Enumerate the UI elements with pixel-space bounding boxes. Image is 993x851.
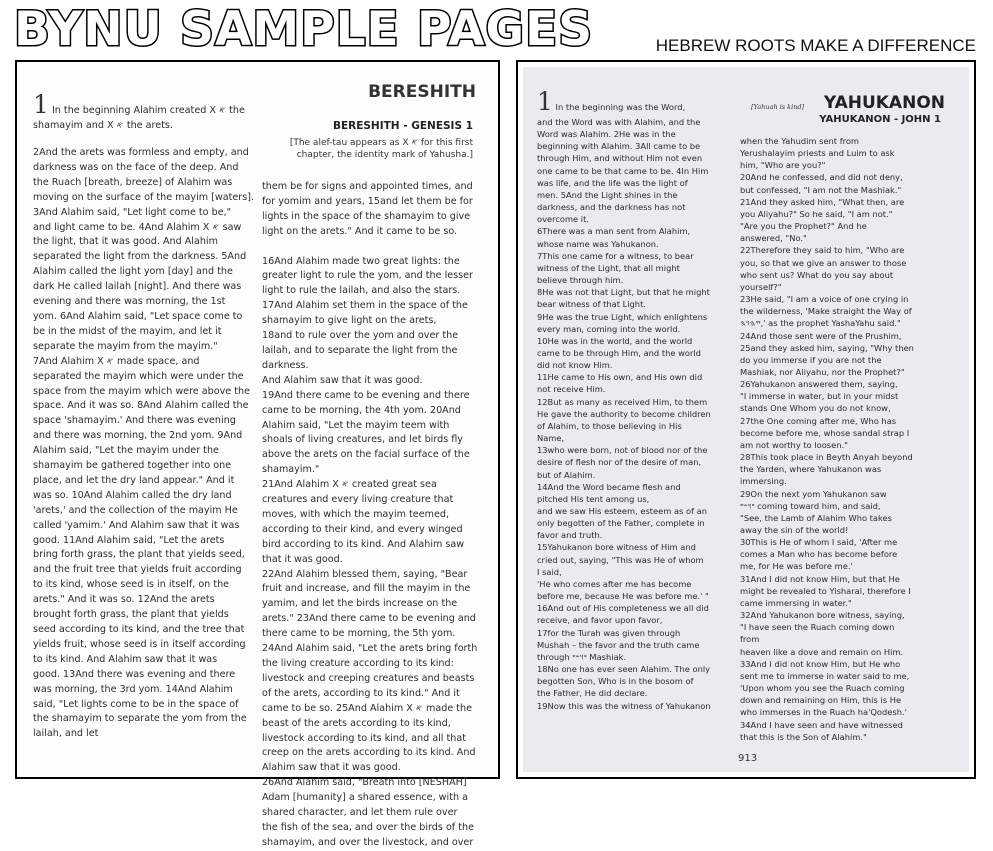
text-line: only begotten of the Father, complete in	[537, 518, 705, 529]
genesis-sample-page	[15, 60, 500, 848]
text-line: through 𐤏𐤅𐤔𐤏 Mashiak.	[537, 651, 627, 662]
book-title: YAHUKANON	[823, 93, 945, 113]
text-line: called 'yamim.' And Alahim saw that it was	[33, 519, 240, 531]
text-line: darkness, and the darkness has not	[537, 202, 686, 213]
text-line: of the arets, according to its kind." And it	[262, 687, 460, 699]
text-line: 22Therefore they said to him, "Who are	[740, 245, 905, 256]
text-line: Yerushalayim priests and Luim to ask	[740, 148, 895, 159]
text-line: space. And it was so. 8And Alahim called the	[33, 400, 249, 412]
text-line: for yomim and years, 15and let them be for	[262, 195, 473, 207]
text-line: and the Word was with Alahim, and the	[537, 117, 701, 127]
text-line: 𐤉𐤄𐤅𐤄,' as the prophet YashaYahu said."	[740, 318, 901, 329]
text-line: 26Yahukanon answered them, saying,	[740, 379, 898, 390]
text-line: yamim, and let the birds increase on the	[262, 598, 458, 610]
text-line: separated the light from the darkness. 5And	[33, 251, 247, 263]
text-line: when the Yahudim sent from	[740, 136, 859, 146]
text-line: 25and they asked him, saying, "Why then	[740, 342, 914, 353]
text-line: 30This is He of whom I said, 'After me	[740, 537, 898, 548]
text-line: begotten Son, Who is in the bosom of	[537, 676, 694, 687]
text-line: 33And I did not know Him, but He who	[740, 658, 901, 669]
text-line: 22And Alahim blessed them, saying, "Bear	[262, 568, 468, 580]
text-line: above the arets on the facial surface of the	[262, 449, 470, 461]
chapter-number: 1	[537, 87, 553, 116]
text-line: believe through him.	[537, 275, 624, 286]
text-line: 13who were born, not of blood nor of the	[537, 445, 708, 456]
text-line: space from the mayim which were above the	[33, 385, 250, 397]
text-line: beginning with Alahim. 3All came to be	[537, 141, 701, 152]
text-line: 3And Alahim said, "Let light come to be,"	[33, 206, 232, 218]
text-line: and the fruit tree that yields fruit according	[33, 564, 242, 576]
text-line: do you immerse if you are not the	[740, 354, 882, 365]
text-line: light on the arets." And it came to be so.	[262, 225, 458, 237]
text-line: you, so that we give an answer to those	[740, 257, 907, 268]
text-line: 7This one came for a witness, to bear	[537, 250, 694, 261]
text-line: bring forth grass, the plant that yields seed,	[33, 549, 245, 561]
name-meaning-note: [Yahuah is kind]	[751, 103, 805, 111]
text-line: 19Now this was the witness of Yahukanon	[537, 700, 711, 711]
text-line: 29On the next yom Yahukanon saw	[740, 488, 887, 499]
text-line: 17And Alahim set them in the space of the	[262, 300, 468, 312]
text-line: darkness was on the face of the deep. And	[33, 161, 239, 173]
text-line: He gave the authority to become children	[537, 408, 711, 419]
text-line: that it was good.	[262, 553, 343, 565]
book-subtitle: YAHUKANON - JOHN 1	[819, 114, 941, 125]
text-line: him, "Who are you?"	[740, 160, 826, 171]
text-line: 28This took place in Beyth Anyah beyond	[740, 452, 913, 463]
text-line: every man, coming into the world.	[537, 323, 681, 334]
text-line: to its kind. And Alahim saw that it was	[33, 653, 218, 665]
john-sample-page	[516, 60, 976, 779]
text-line: Alahim said, "Let the mayim teem with	[262, 419, 450, 431]
text-line: good. 13And there was evening and there	[33, 668, 236, 680]
text-line: came to be morning, the 4th yom. 20And	[262, 404, 461, 416]
text-line: arets." 23And there came to be evening and	[262, 613, 476, 625]
text-line: "I have seen the Ruach coming down	[740, 622, 895, 633]
text-line: 32And Yahukanon bore witness, saying,	[740, 610, 905, 621]
text-line: 24And those sent were of the Prushim,	[740, 330, 902, 341]
text-line: came to be through Him, and the world	[537, 347, 701, 358]
text-line: 15Yahukanon bore witness of Him and	[537, 542, 696, 553]
text-line: but of Alahim.	[537, 469, 596, 480]
text-line: and we saw His esteem, esteem as of an	[537, 506, 707, 516]
book-subtitle: BERESHITH - GENESIS 1	[332, 120, 473, 132]
text-line: pitched His tent among us,	[537, 493, 650, 504]
book-title: BERESHITH	[368, 82, 476, 102]
text-line: 10He was in the world, and the world	[537, 335, 693, 346]
text-line: beast of the arets according to its kind,	[262, 717, 451, 729]
text-line: "Are you the Prophet?" And he	[740, 221, 867, 232]
text-line: separate the mayim from the mayim."	[33, 340, 218, 352]
text-line: sent me to immerse in water said to me,	[740, 670, 910, 681]
text-line: Mashiak, nor Aliyahu, nor the Prophet?"	[740, 366, 905, 377]
text-line: fruit and increase, and fill the mayim in the	[262, 583, 471, 595]
text-line: 24And Alahim said, "Let the arets bring forth	[262, 643, 478, 655]
text-line: Alahim called the light yom [day] and the	[33, 266, 233, 278]
text-line: whose name was Yahukanon.	[537, 238, 659, 249]
text-line: through Him, and without Him not even	[537, 153, 703, 164]
text-line: 20And he confessed, and did not deny,	[740, 172, 903, 183]
text-line: become before me, whose sandal strap I	[740, 427, 910, 438]
text-line: 21And Alahim X 𐤀 created great sea	[262, 479, 437, 491]
text-line: cried out, saying, "This was He of whom	[537, 554, 704, 565]
chapter-opening	[537, 89, 752, 115]
text-line: "I immerse in water, but in your midst	[740, 391, 899, 402]
text-line: greater light to rule the yom, and the lesser	[262, 270, 473, 282]
alef-tau-note: [The alef-tau appears as X 𐤀 for this first chapter, the identity mark of Yahusha.]	[289, 138, 473, 160]
text-line: evening and there was morning, the 1st	[33, 296, 226, 308]
text-line: 'Upon whom you see the Ruach coming	[740, 683, 905, 694]
text-line	[262, 240, 486, 255]
text-line: was life, and the life was the light of	[537, 177, 688, 188]
text-line: favor and truth.	[537, 530, 603, 541]
text-line: one came to be that came to be. 4In Him	[537, 165, 709, 176]
text-line: shamayim."	[262, 464, 320, 476]
text-line: 14And the Word became flesh and	[537, 481, 681, 492]
text-line: light to rule the lailah, and also the stars.	[262, 285, 461, 297]
text-line: was morning, the 3rd yom. 14And Alahim	[33, 683, 233, 695]
text-line: 9He was the true Light, which enlightens	[537, 311, 708, 322]
text-line: receive, and favor upon favor,	[537, 615, 663, 626]
text-line: livestock according to its kind, and all that	[262, 732, 466, 744]
text-line: good. 11And Alahim said, "Let the arets	[33, 534, 225, 546]
chapter-first-verse: In the beginning was the Word,	[555, 102, 686, 112]
text-line: shamayim, and over the livestock, and over	[262, 836, 474, 848]
text-line: shared character, and let them rule over	[262, 807, 458, 819]
page-number: 913	[738, 753, 758, 764]
text-line: Mushah – the favor and the truth came	[537, 639, 700, 650]
text-line: down and remaining on Him, this is He	[740, 695, 902, 706]
text-line: the Father, He did declare.	[537, 688, 648, 699]
text-line: 16And out of His completeness we all did	[537, 603, 709, 614]
text-line: and there was morning, the 2nd yom. 9And	[33, 430, 243, 442]
text-line: lailah, and to separate the light from the	[262, 344, 458, 356]
banner-tagline: HEBREW ROOTS MAKE A DIFFERENCE	[655, 36, 976, 55]
text-line: me, for He was before me.'	[740, 561, 853, 572]
text-line: the wilderness, 'Make straight the Way of	[740, 306, 912, 317]
text-line: am not worthy to loosen."	[740, 439, 848, 450]
text-line: desire of flesh nor of the desire of man,	[537, 457, 702, 468]
text-line: arets." And it was so. 12And the arets	[33, 594, 215, 606]
text-line: heaven like a dove and remain on Him.	[740, 646, 904, 657]
text-line: I said,	[537, 566, 562, 577]
text-line: the Yarden, where Yahukanon was	[740, 464, 882, 475]
text-line: 2And the arets was formless and empty, and	[33, 147, 249, 158]
text-line: away the sin of the world!	[740, 525, 849, 535]
text-line: answered, "No."	[740, 233, 807, 244]
text-line: And Alahim saw that it was good.	[262, 374, 423, 386]
text-line: men. 5And the Light shines in the	[537, 189, 678, 200]
text-line: 21And they asked him, "What then, are	[740, 196, 905, 207]
text-line: Adam [humanity] a shared essence, with a	[262, 792, 468, 804]
text-line: them be for signs and appointed times, and	[262, 181, 473, 192]
text-line: from	[740, 634, 760, 645]
text-line: said, "Let lights come to be in the space of	[33, 698, 239, 710]
text-line: who sent us? What do you say about	[740, 269, 894, 280]
text-line: 18and to rule over the yom and over the	[262, 330, 459, 342]
text-line: 19And there came to be evening and there	[262, 389, 470, 401]
text-line: lailah, and let	[33, 728, 99, 740]
text-line: the shamayim to separate the yom from the	[33, 713, 247, 725]
text-line: of Alahim, to those believing in His	[537, 420, 682, 431]
text-line: according to their kind, and every winged	[262, 523, 463, 535]
text-line: the fish of the sea, and over the birds of the	[262, 821, 474, 833]
text-line: seed according to its kind, and the tree that	[33, 624, 245, 635]
text-line: moves, with which the mayim teemed,	[262, 508, 450, 520]
text-line: shamayim be gathered together into one	[33, 460, 232, 472]
text-line: creep on the arets according to its kind. And	[262, 747, 476, 759]
text-line: creatures and every living creature that	[262, 494, 454, 506]
text-line: overcome it.	[537, 214, 589, 225]
text-line: the light, that it was good. And Alahim	[33, 236, 218, 248]
text-line: came to be so. 25And Alahim X 𐤀 made the	[262, 702, 473, 714]
text-line: 7And Alahim X 𐤀 made space, and	[33, 355, 200, 367]
text-line: not receive Him.	[537, 384, 606, 395]
text-line: 𐤏𐤅𐤔𐤏 coming toward him, and said,	[740, 500, 881, 511]
text-line: the living creature according to its kind:	[262, 658, 454, 669]
text-line: 11He came to His own, and His own did	[537, 372, 703, 383]
text-line: 17for the Turah was given through	[537, 627, 681, 638]
text-line: immersing.	[740, 476, 787, 487]
text-line: bird according to its kind. And Alahim saw	[262, 538, 465, 550]
chapter-opening	[33, 92, 255, 140]
text-line: bear witness of that Light.	[537, 299, 646, 310]
text-line: 12But as many as received Him, to them	[537, 396, 708, 407]
text-line: 18No one has ever seen Alahim. The only	[537, 664, 711, 675]
text-line: yom. 6And Alahim said, "Let space come to	[33, 310, 243, 322]
text-line: 8He was not that Light, but that he might	[537, 287, 710, 298]
text-line: was so. 10And Alahim called the dry land	[33, 489, 232, 501]
left-text-column	[537, 116, 750, 741]
text-line: shamayim to give light on the arets,	[262, 315, 437, 327]
text-line: place, and let the dry land appear." And it	[33, 474, 235, 486]
text-line: Name,	[537, 433, 565, 444]
text-line: Word was Alahim. 2He was in the	[537, 129, 676, 140]
text-line: comes a Man who has become before	[740, 549, 898, 560]
text-line: and light came to be. 4And Alahim X 𐤀 saw	[33, 221, 242, 233]
chapter-number: 1	[33, 90, 49, 119]
text-line: yourself?"	[740, 281, 782, 292]
text-line: who immerses in the Ruach ha'Qodesh.'	[740, 707, 907, 718]
right-text-column	[740, 135, 962, 745]
text-line: did not know Him.	[537, 360, 613, 371]
text-line: might be revealed to Yisharal, therefore I	[740, 585, 911, 596]
text-line: be in the midst of the mayim, and let it	[33, 325, 222, 337]
text-line: before me, because He was before me.' "	[537, 591, 709, 602]
text-line: 27the One coming after me, Who has	[740, 415, 897, 426]
text-line: the Ruach [breath, breeze] of Alahim was	[33, 176, 233, 188]
text-line: to its kind, whose seed is in itself, on the	[33, 579, 230, 591]
text-line: 6There was a man sent from Alahim,	[537, 226, 691, 237]
text-line: 'He who comes after me has become	[537, 578, 692, 589]
text-line: yields fruit, whose seed is in itself according	[33, 638, 246, 650]
text-line: 31And I did not know Him, but that He	[740, 573, 900, 584]
text-line: dark He called lailah [night]. And there was	[33, 281, 242, 293]
text-line: 23He said, "I am a voice of one crying in	[740, 294, 909, 305]
text-line: came immersing in water."	[740, 597, 852, 608]
text-line: lights in the space of the shamayim to give	[262, 210, 471, 222]
text-line: darkness.	[262, 359, 309, 371]
text-line: moving on the surface of the mayim [waters].	[33, 191, 254, 203]
text-line: Alahim saw that it was good.	[262, 762, 401, 774]
text-line: witness of the Light, that all might	[537, 262, 680, 273]
text-line: 'arets,' and the collection of the mayim He	[33, 504, 238, 516]
text-line: there came to be morning, the 5th yom.	[262, 628, 456, 640]
text-line: but confessed, "I am not the Mashiak."	[740, 184, 902, 195]
left-text-column	[33, 146, 259, 766]
text-line: brought forth grass, the plant that yields	[33, 609, 229, 621]
text-line: "See, the Lamb of Alahim Who takes	[740, 512, 892, 523]
banner-title: BYNU SAMPLE PAGES	[14, 2, 594, 57]
text-line: 26And Alahim said, "Breath into [NESHAH]	[262, 777, 467, 789]
text-line: 16And Alahim made two great lights: the	[262, 255, 460, 267]
text-line: you Aliyahu?" So he said, "I am not."	[740, 208, 893, 219]
chapter-first-verse: In the beginning Alahim created X 𐤀 the shamayim and X 𐤀 the arets.	[33, 105, 245, 131]
text-line: shoals of living creatures, and let birds fly	[262, 434, 463, 446]
right-text-column	[262, 180, 486, 848]
text-line: stands One Whom you do not know,	[740, 403, 891, 414]
text-line: separated the mayim which were under the	[33, 370, 244, 382]
text-line: space 'shamayim.' And there was evening	[33, 415, 236, 427]
text-line: that this is the Son of Alahim."	[740, 731, 867, 742]
text-line: 34And I have seen and have witnessed	[740, 719, 903, 730]
scanned-page-surface	[523, 67, 969, 772]
text-line: Alahim said, "Let the mayim under the	[33, 445, 219, 457]
text-line: livestock and creeping creatures and beasts	[262, 672, 475, 684]
